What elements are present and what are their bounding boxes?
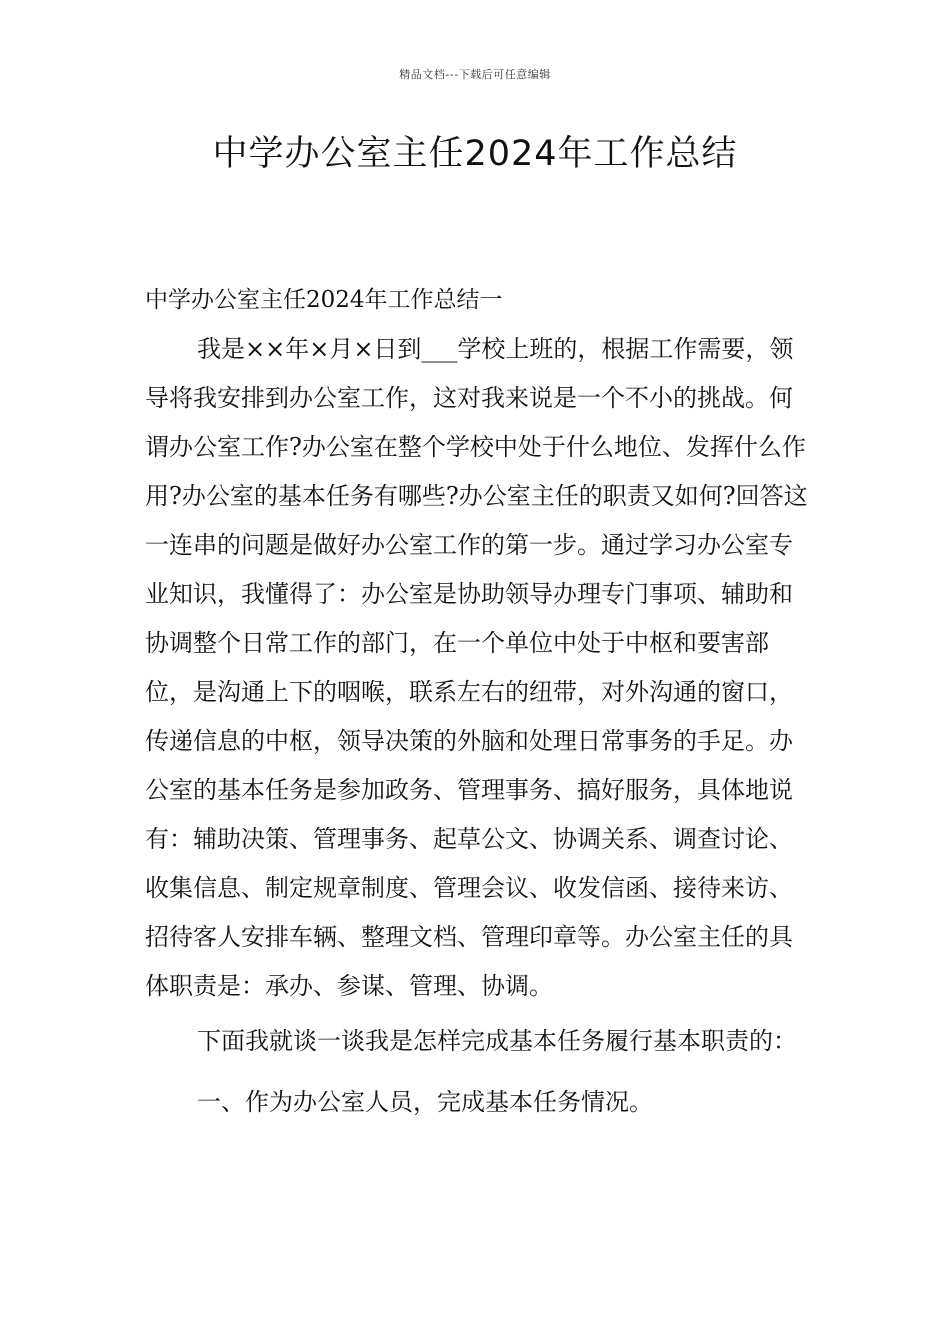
paragraph-intro: 我是××年×月×日到___学校上班的，根据工作需要，领导将我安排到办公室工作，这对我来说是一个不小的挑战。何谓办公室工作?办公室在整个学校中处于什么地位、发挥什么作用?办公室的基本任务有哪些?办公室主任的职责又如何?回答这一连串的问题是做好办公室工作的第一步。通过学习办公室专业知识，我懂得了：办公室是协助领导办理专门事项、辅助和协调整个日常工作的部门，在一个单位中处于中枢和要害部位，是沟通上下的咽喉，联系左右的纽带，对外沟通的窗口，传递信息的中枢，领导决策的外脑和处理日常事务的手足。办公室的基本任务是参加政务、管理事务、搞好服务，具体地说有：辅助决策、管理事务、起草公文、协调关系、调查讨论、收集信息、制定规章制度、管理会议、收发信函、接待来访、招待客人安排车辆、整理文档、管理印章等。办公室主任的具体职责是：承办、参谋、管理、协调。 [145,335,808,1000]
document-subtitle: 中学办公室主任2024年工作总结一 [145,287,503,313]
section-heading: 一、作为办公室人员，完成基本任务情况。 [197,1088,653,1116]
paragraph-transition: 下面我就谈一谈我是怎样完成基本任务履行基本职责的： [197,1027,797,1055]
page-header-note: 精品文档---下载后可任意编辑 [399,68,551,81]
document-body [145,276,813,1127]
document-title: 中学办公室主任2024年工作总结 [212,134,738,174]
